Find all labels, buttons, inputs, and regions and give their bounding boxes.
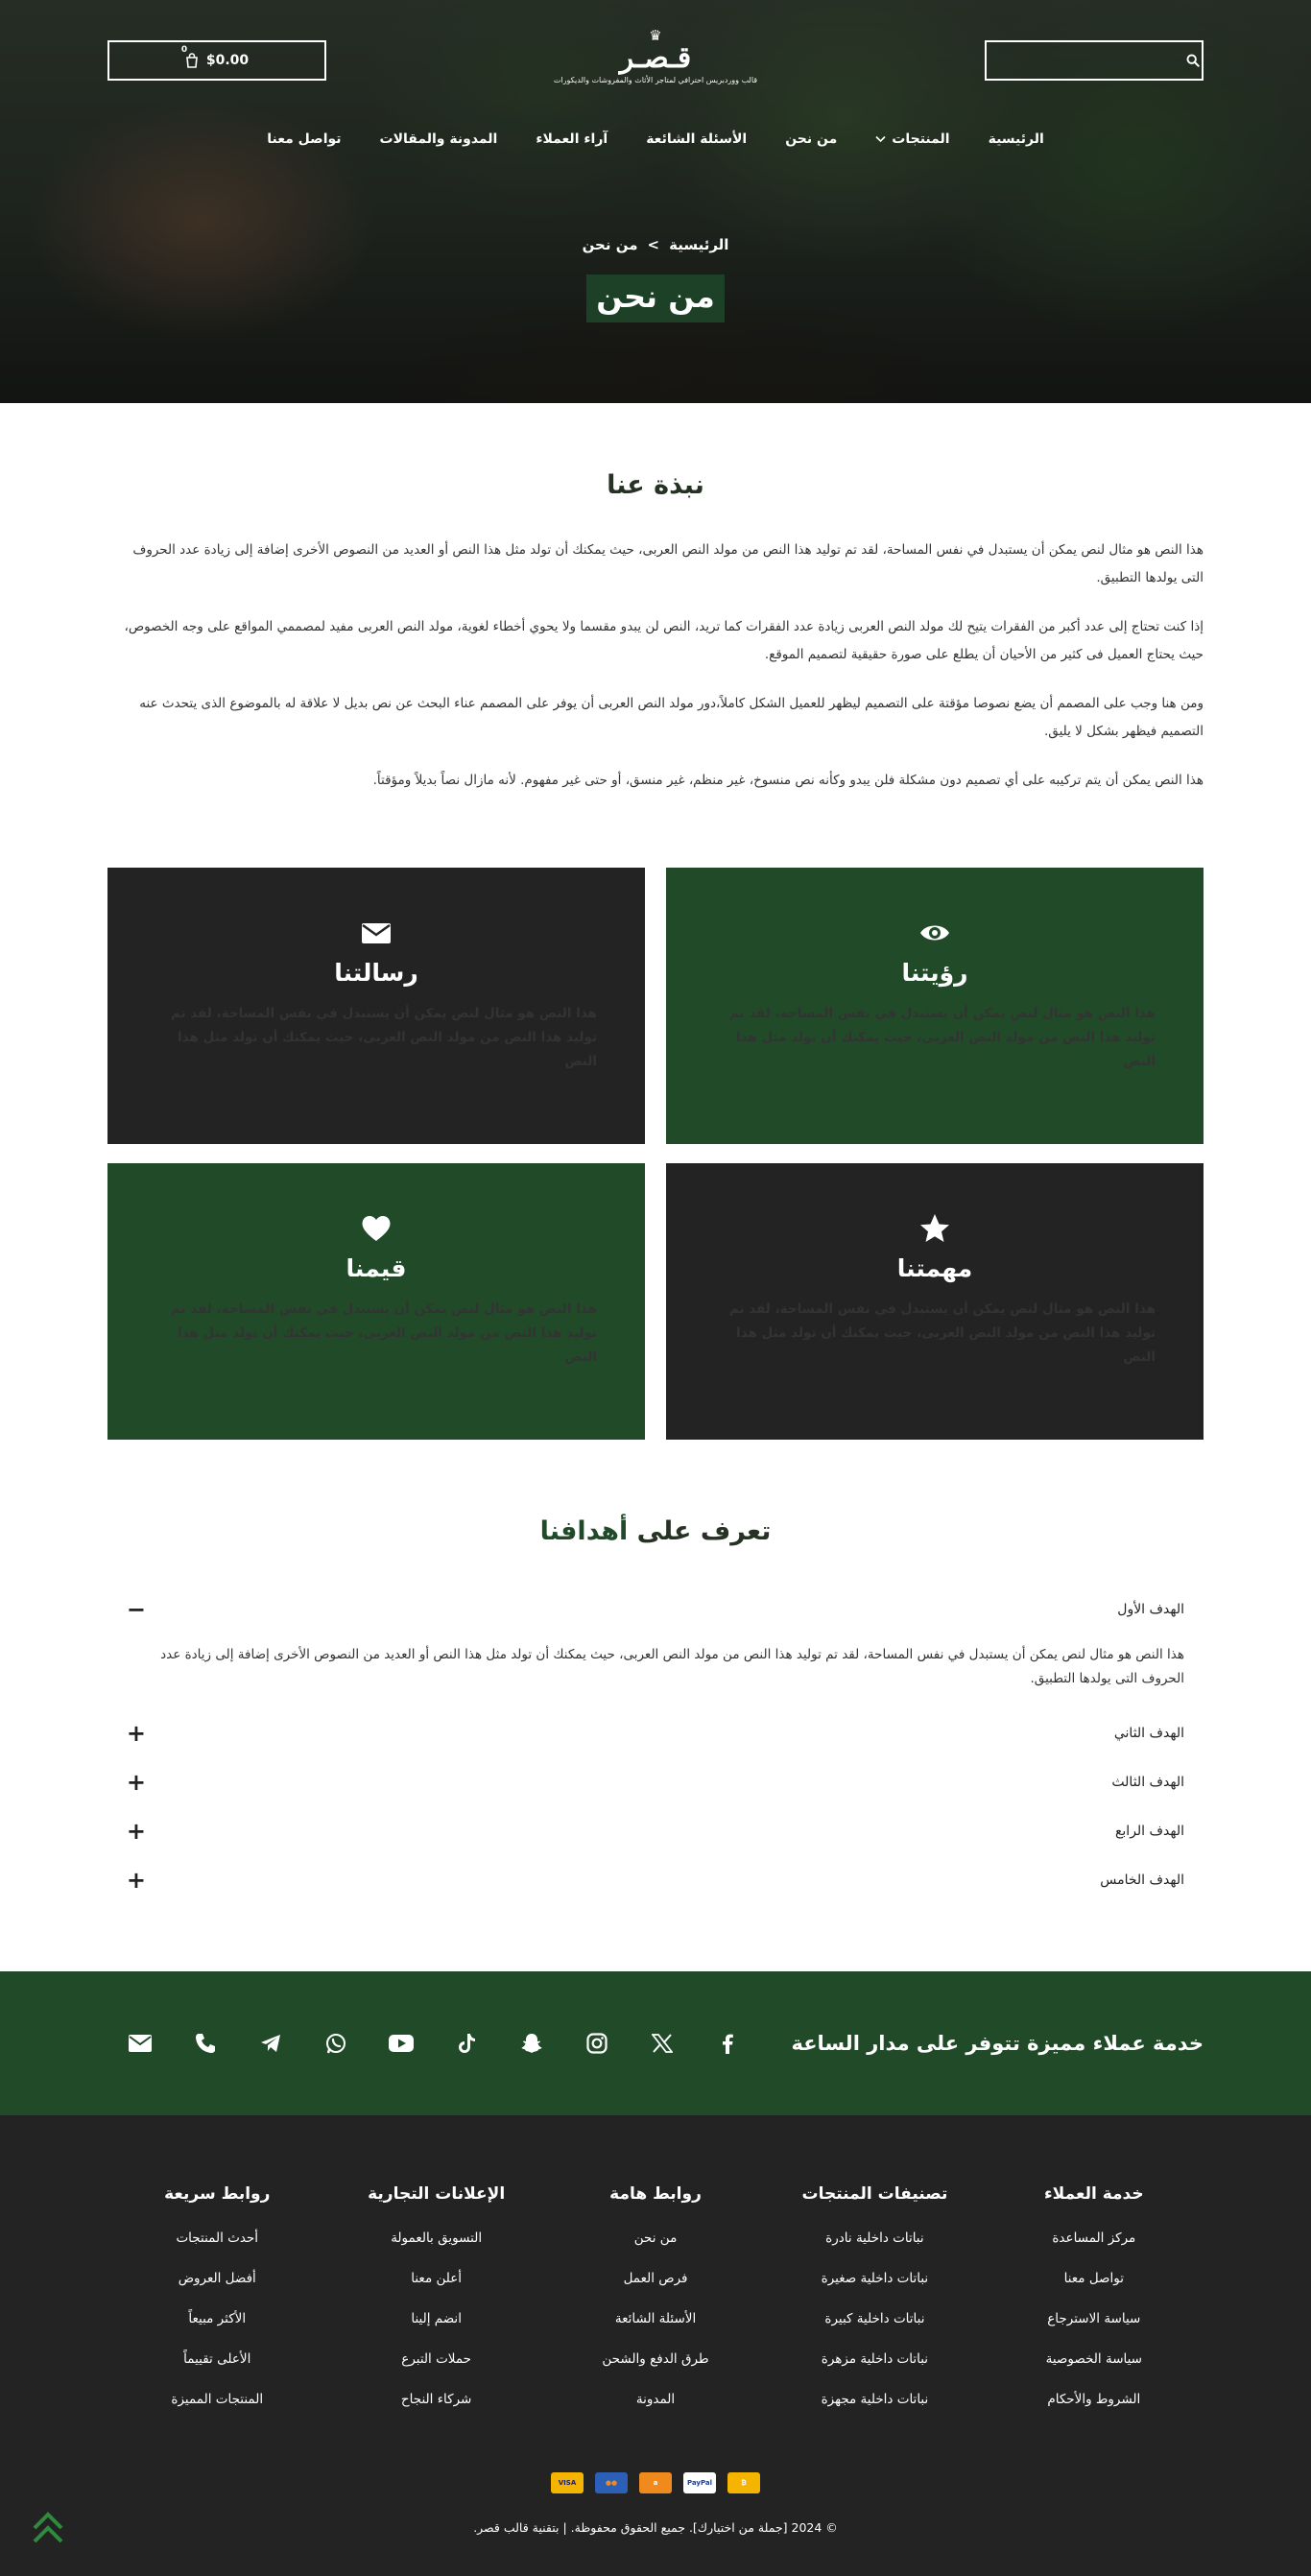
footer-link[interactable]: نباتات داخلية نادرة	[825, 2230, 924, 2247]
accordion-label: الهدف الثاني	[1113, 1725, 1184, 1741]
amazon-pay-icon: a	[639, 2472, 672, 2493]
nav-faq[interactable]	[627, 131, 766, 147]
support-band	[0, 1971, 1311, 2115]
mission-message-card	[107, 868, 645, 1144]
values-card	[107, 1163, 645, 1440]
minus-icon[interactable]: −	[126, 1595, 146, 1623]
hero-banner	[0, 0, 1311, 403]
payment-methods	[0, 2472, 1311, 2493]
footer-column-title: خدمة العملاء	[1043, 2184, 1144, 2205]
footer-columns	[107, 2115, 1204, 2432]
mission-card	[666, 1163, 1204, 1440]
footer-link[interactable]: انضم إلينا	[411, 2311, 462, 2327]
double-chevron-up-icon	[31, 2507, 65, 2549]
breadcrumb	[0, 236, 1311, 253]
main-nav	[0, 131, 1311, 147]
footer-link[interactable]: شركاء النجاح	[400, 2392, 472, 2408]
accordion-item	[127, 1757, 1184, 1806]
copyright-text: © 2024 [جملة من اختيارك]. جميع الحقوق محفوظة. | بتقنية قالب قصر.	[473, 2520, 838, 2536]
top-bar	[107, 27, 1204, 84]
footer-column-title: الإعلانات التجارية	[368, 2184, 506, 2205]
nav-home[interactable]	[969, 131, 1063, 147]
values-cards	[107, 868, 1204, 1440]
card-text: هذا النص هو مثال لنص يمكن أن يستبدل في نفس المساحة، لقد تم توليد هذا النص من مولد النص العربى، حيث يمكنك أن تولد مثل هذا النص	[170, 1301, 597, 1366]
footer-link[interactable]: الشروط والأحكام	[1047, 2392, 1141, 2408]
search-input[interactable]	[998, 42, 1184, 79]
footer-column-customer-service	[998, 2184, 1190, 2432]
card-text: هذا النص هو مثال لنص يمكن أن يستبدل في نفس المساحة، لقد تم توليد هذا النص من مولد النص العربى، حيث يمكنك أن تولد مثل هذا النص	[728, 1301, 1156, 1366]
nav-label: من نحن	[785, 131, 838, 147]
page-title: من نحن	[586, 274, 725, 322]
card-title: مهمتنا	[896, 1254, 973, 1283]
star-icon	[918, 1212, 951, 1245]
accordion-header[interactable]	[127, 1708, 1184, 1757]
plus-icon[interactable]: +	[126, 1768, 146, 1796]
accordion-label: الهدف الأول	[1117, 1601, 1184, 1617]
nav-about[interactable]	[766, 131, 856, 147]
site-logo[interactable]	[531, 29, 780, 84]
footer-link[interactable]: المدونة	[635, 2392, 676, 2408]
eye-icon	[918, 917, 951, 949]
heart-icon	[360, 1212, 393, 1245]
accordion-item	[127, 1708, 1184, 1757]
cart-icon	[180, 45, 201, 68]
site-footer	[0, 2115, 1311, 2576]
breadcrumb-current: من نحن	[582, 236, 638, 253]
accordion-item	[127, 1855, 1184, 1904]
search-icon[interactable]	[1184, 46, 1202, 75]
logo-subtitle: قالب ووردبريس احترافي لمتاجر الأثاث والمفروشات والديكورات	[553, 75, 758, 84]
nav-label: الأسئلة الشائعة	[646, 131, 748, 147]
footer-column-important-links	[560, 2184, 751, 2432]
phone-icon[interactable]	[173, 2024, 238, 2063]
footer-column-title: تصنيفات المنتجات	[801, 2184, 948, 2205]
footer-link[interactable]: سياسة الاسترجاع	[1047, 2311, 1141, 2327]
nav-products[interactable]	[856, 131, 968, 147]
cart-total: $0.00	[205, 53, 250, 68]
vision-card	[666, 868, 1204, 1144]
footer-column-ads	[341, 2184, 533, 2432]
paypal-icon: PayPal	[683, 2472, 716, 2493]
footer-link[interactable]: نباتات داخلية كبيرة	[824, 2311, 925, 2327]
plus-icon[interactable]: +	[126, 1866, 146, 1894]
footer-link[interactable]: من نحن	[633, 2230, 678, 2247]
about-paragraph: ومن هنا وجب على المصمم أن يضع نصوصا مؤقتة على التصميم ليظهر للعميل الشكل كاملاً،دور مولد النص العربى أن يوفر على المصمم عناء البحث عن نص بديل لا علاقة له بالموضوع الذى يتحدث عنه التصميم فيظهر بشكل لا يليق.	[139, 696, 1204, 740]
accordion-label: الهدف الرابع	[1114, 1823, 1184, 1839]
card-title: رؤيتنا	[901, 959, 968, 988]
nav-label: المنتجات	[892, 131, 950, 147]
about-paragraph: إذا كنت تحتاج إلى عدد أكبر من الفقرات يتيح لك مولد النص العربى زيادة عدد الفقرات كما تريد، النص لن يبدو مقسما ولا يحوي أخطاء لغوية، مولد النص العربى مفيد لمصممي المواقع على وجه الخصوص، حيث يحتاج العميل فى كثير من الأحيان أن يطلع على صورة حقيقية لتصميم الموقع.	[124, 619, 1204, 663]
nav-label: تواصل معنا	[267, 131, 342, 147]
email-icon[interactable]	[107, 2024, 173, 2063]
nav-testimonials[interactable]	[516, 131, 627, 147]
nav-contact[interactable]	[248, 131, 360, 147]
goals-title-prefix: تعرف على	[636, 1516, 772, 1547]
footer-link[interactable]: سياسة الخصوصية	[1045, 2351, 1142, 2368]
nav-blog[interactable]	[361, 131, 517, 147]
footer-column-categories	[778, 2184, 970, 2432]
footer-link[interactable]: نباتات داخلية مجهزة	[821, 2392, 929, 2408]
footer-link[interactable]: أفضل العروض	[178, 2271, 256, 2287]
crown-icon: ♛	[649, 27, 662, 44]
chevron-down-icon	[875, 135, 886, 143]
accordion-header[interactable]	[127, 1757, 1184, 1806]
hero-title-area	[0, 236, 1311, 322]
goals-accordion	[107, 1585, 1204, 1904]
facebook-icon[interactable]	[695, 2024, 760, 2063]
accordion-item	[127, 1806, 1184, 1855]
accordion-item	[127, 1585, 1184, 1708]
plus-icon[interactable]: +	[126, 1719, 146, 1747]
accordion-body: هذا النص هو مثال لنص يمكن أن يستبدل في نفس المساحة، لقد تم توليد هذا النص من مولد النص العربى، حيث يمكنك أن تولد مثل هذا النص أو العديد من النصوص الأخرى إضافة إلى زيادة عدد الحروف التى يولدها التطبيق.	[160, 1647, 1184, 1687]
footer-link[interactable]: فرص العمل	[623, 2271, 688, 2287]
scroll-to-top-button[interactable]	[31, 2507, 65, 2549]
nav-label: الرئيسية	[988, 131, 1044, 147]
x-icon[interactable]	[630, 2024, 695, 2063]
goals-title-accent: أهدافنا	[539, 1516, 629, 1547]
footer-link[interactable]: الأكثر مبيعاً	[188, 2311, 247, 2327]
whatsapp-icon[interactable]	[303, 2024, 369, 2063]
snapchat-icon[interactable]	[499, 2024, 564, 2063]
accordion-header[interactable]	[127, 1855, 1184, 1904]
mastercard-icon: ●●	[595, 2472, 628, 2493]
logo-title: قـصـر	[619, 41, 692, 75]
card-title: رسالتنا	[334, 959, 418, 988]
footer-link[interactable]: أعلن معنا	[411, 2271, 463, 2287]
tiktok-icon[interactable]	[434, 2024, 499, 2063]
telegram-icon[interactable]	[238, 2024, 303, 2063]
bitcoin-icon: ₿	[727, 2472, 760, 2493]
envelope-icon	[360, 917, 393, 949]
footer-column-title: روابط سريعة	[164, 2184, 271, 2205]
footer-column-title: روابط هامة	[609, 2184, 702, 2205]
card-text: هذا النص هو مثال لنص يمكن أن يستبدل في نفس المساحة، لقد تم توليد هذا النص من مولد النص العربى، حيث يمكنك أن تولد مثل هذا النص	[170, 1006, 597, 1070]
cart-count: 0	[180, 45, 188, 55]
visa-icon: VISA	[551, 2472, 584, 2493]
breadcrumb-separator: >	[647, 236, 660, 253]
youtube-icon[interactable]	[369, 2024, 434, 2063]
search-box[interactable]	[985, 40, 1204, 81]
footer-link[interactable]: التسويق بالعمولة	[391, 2230, 483, 2247]
plus-icon[interactable]: +	[126, 1817, 146, 1845]
accordion-label: الهدف الثالث	[1111, 1774, 1184, 1790]
footer-link[interactable]: أحدث المنتجات	[176, 2230, 259, 2247]
goals-title	[107, 1516, 1204, 1546]
card-title: قيمنا	[346, 1254, 407, 1283]
accordion-header[interactable]	[127, 1806, 1184, 1855]
accordion-label: الهدف الخامس	[1100, 1872, 1184, 1888]
nav-label: آراء العملاء	[536, 131, 608, 147]
support-title: خدمة عملاء مميزة تتوفر على مدار الساعة	[791, 2032, 1204, 2056]
cart-button[interactable]	[107, 40, 326, 81]
footer-link[interactable]: مركز المساعدة	[1052, 2230, 1136, 2247]
footer-link[interactable]: الأعلى تقييماً	[183, 2351, 251, 2368]
footer-link[interactable]: نباتات داخلية صغيرة	[821, 2271, 929, 2287]
footer-column-quick-links	[121, 2184, 313, 2432]
footer-link[interactable]: نباتات داخلية مزهرة	[821, 2351, 929, 2368]
nav-label: المدونة والمقالات	[379, 131, 498, 147]
accordion-header[interactable]	[127, 1585, 1184, 1634]
footer-link[interactable]: حملات التبرع	[401, 2351, 471, 2368]
about-paragraph: هذا النص هو مثال لنص يمكن أن يستبدل في نفس المساحة، لقد تم توليد هذا النص من مولد النص العربى، حيث يمكنك أن تولد مثل هذا النص أو العديد من النصوص الأخرى إضافة إلى زيادة عدد الحروف التى يولدها التطبيق.	[132, 542, 1204, 586]
about-title: نبذة عنا	[607, 470, 704, 500]
footer-link[interactable]: تواصل معنا	[1063, 2271, 1125, 2287]
about-paragraph: هذا النص يمكن أن يتم تركيبه على أي تصميم دون مشكلة فلن يبدو وكأنه نص منسوخ، غير منظم، غير منسق، أو حتى غير مفهوم. لأنه مازال نصاً بديلاً ومؤقتاً.	[372, 773, 1204, 789]
instagram-icon[interactable]	[564, 2024, 630, 2063]
about-section	[107, 403, 1204, 1440]
goals-section	[107, 1516, 1204, 1904]
footer-link[interactable]: طرق الدفع والشحن	[602, 2351, 709, 2368]
footer-link[interactable]: الأسئلة الشائعة	[614, 2311, 697, 2327]
social-links	[107, 2024, 760, 2063]
breadcrumb-home[interactable]: الرئيسية	[669, 236, 729, 253]
footer-link[interactable]: المنتجات المميزة	[171, 2392, 264, 2408]
card-text: هذا النص هو مثال لنص يمكن أن يستبدل في نفس المساحة، لقد تم توليد هذا النص من مولد النص العربى، حيث يمكنك أن تولد مثل هذا النص	[728, 1006, 1156, 1070]
